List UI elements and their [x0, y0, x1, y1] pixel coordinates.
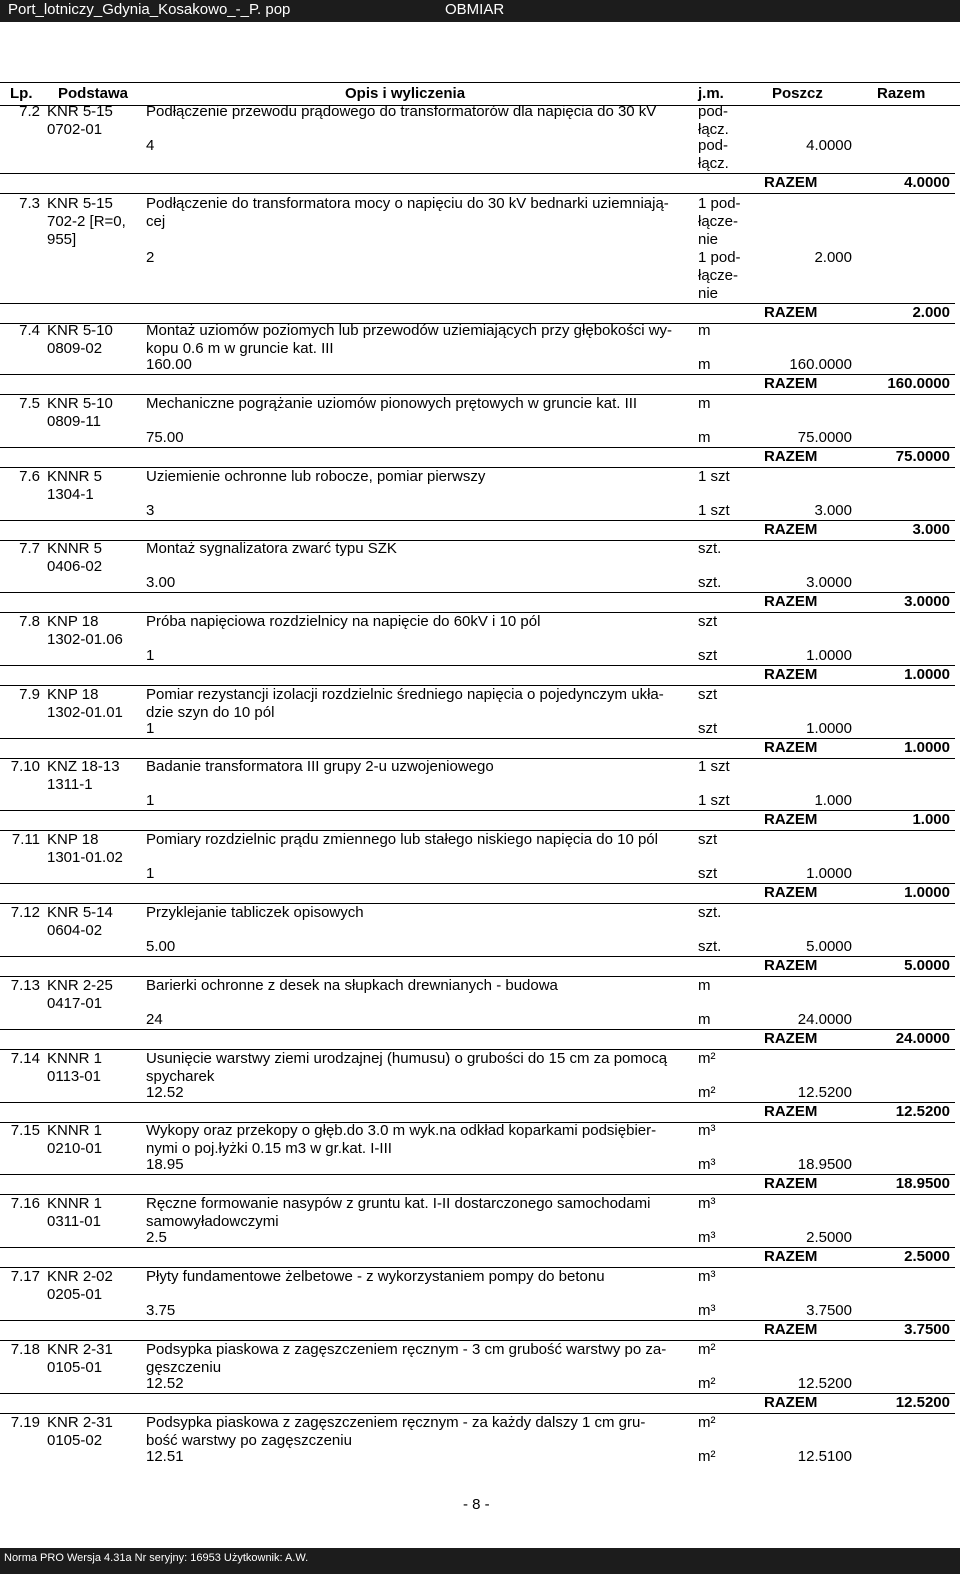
item-divider [0, 540, 955, 541]
item-lp: 7.2 [19, 103, 40, 120]
item-description: bość warstwy po zagęszczeniu [146, 1432, 352, 1449]
item-razem: 5.0000 [904, 957, 950, 974]
item-unit: 1 pod- [698, 195, 741, 212]
item-calculation: 3 [146, 502, 155, 519]
item-poszcz: 3.000 [814, 502, 852, 519]
item-calculation: 24 [146, 1011, 163, 1028]
item-podstawa: 0210-01 [47, 1140, 103, 1157]
razem-label: RAZEM [764, 304, 818, 321]
item-calculation: 12.52 [146, 1084, 184, 1101]
item-calc-unit: m [698, 1011, 711, 1028]
item-unit: m [698, 322, 711, 339]
item-razem: 24.0000 [895, 1030, 950, 1047]
item-description: Montaż uziomów poziomych lub przewodów uziemiających przy głębokości wy- [146, 322, 673, 339]
item-lp: 7.15 [10, 1122, 40, 1139]
item-divider [0, 903, 955, 904]
item-description: dzie szyn do 10 pól [146, 704, 275, 721]
item-description: kopu 0.6 m w gruncie kat. III [146, 340, 334, 357]
item-lp: 7.4 [19, 322, 40, 339]
item-lp: 7.9 [19, 686, 40, 703]
item-description: Podsypka piaskowa z zagęszczeniem ręcznym - za każdy dalszy 1 cm gru- [146, 1414, 646, 1431]
item-calc-unit: m³ [698, 1229, 716, 1246]
item-poszcz: 3.0000 [806, 574, 852, 591]
item-calc-unit: 1 szt [698, 502, 730, 519]
item-calc-unit: m³ [698, 1302, 716, 1319]
item-calc-unit: m² [698, 1084, 716, 1101]
item-description: Płyty fundamentowe żelbetowe - z wykorzystaniem pompy do betonu [146, 1268, 605, 1285]
item-podstawa: KNNR 1 [47, 1050, 103, 1067]
item-poszcz: 18.9500 [797, 1156, 852, 1173]
item-calc-unit: szt [698, 720, 718, 737]
item-podstawa: KNR 5-10 [47, 395, 113, 412]
header-jm: j.m. [698, 85, 724, 102]
item-podstawa: 1311-1 [47, 776, 93, 793]
item-lp: 7.17 [10, 1268, 40, 1285]
razem-label: RAZEM [764, 593, 818, 610]
item-description: gęszczeniu [146, 1359, 222, 1376]
razem-label: RAZEM [764, 957, 818, 974]
item-calculation: 1 [146, 720, 155, 737]
razem-label: RAZEM [764, 1248, 818, 1265]
header-poszcz: Poszcz [772, 85, 823, 102]
item-calculation: 1 [146, 647, 155, 664]
app-title-bar [0, 0, 960, 22]
item-poszcz: 1.0000 [806, 647, 852, 664]
razem-label: RAZEM [764, 174, 818, 191]
item-podstawa: KNR 5-10 [47, 322, 113, 339]
item-description: Badanie transformatora III grupy 2-u uzwojeniowego [146, 758, 494, 775]
item-razem: 1.0000 [904, 884, 950, 901]
item-lp: 7.18 [10, 1341, 40, 1358]
item-razem: 2.5000 [904, 1248, 950, 1265]
header-lp: Lp. [10, 85, 33, 102]
footer-bar [0, 1548, 960, 1574]
item-podstawa: KNNR 1 [47, 1195, 103, 1212]
item-lp: 7.5 [19, 395, 40, 412]
item-calc-unit: m [698, 429, 711, 446]
item-poszcz: 3.7500 [806, 1302, 852, 1319]
item-poszcz: 1.0000 [806, 720, 852, 737]
item-podstawa: KNZ 18-13 [47, 758, 120, 775]
item-calc-unit: pod- [698, 137, 729, 154]
item-podstawa: 955] [47, 231, 77, 248]
item-calculation: 75.00 [146, 429, 184, 446]
razem-label: RAZEM [764, 375, 818, 392]
item-unit: m [698, 395, 711, 412]
item-podstawa: 1301-01.02 [47, 849, 123, 866]
item-description: Uziemienie ochronne lub robocze, pomiar pierwszy [146, 468, 486, 485]
item-razem: 2.000 [912, 304, 950, 321]
item-poszcz: 12.5100 [797, 1448, 852, 1465]
item-poszcz: 24.0000 [797, 1011, 852, 1028]
item-calculation: 12.52 [146, 1375, 184, 1392]
item-unit: 1 szt [698, 758, 730, 775]
page-number: - 8 - [463, 1496, 490, 1513]
item-razem: 3.0000 [904, 593, 950, 610]
item-description: Podsypka piaskowa z zagęszczeniem ręcznym - 3 cm grubość warstwy po za- [146, 1341, 667, 1358]
item-razem: 12.5200 [895, 1394, 950, 1411]
item-unit: 1 szt [698, 468, 730, 485]
item-lp: 7.13 [10, 977, 40, 994]
item-lp: 7.6 [19, 468, 40, 485]
item-description: spycharek [146, 1068, 215, 1085]
item-lp: 7.14 [10, 1050, 40, 1067]
item-podstawa: KNP 18 [47, 831, 99, 848]
item-calculation: 160.00 [146, 356, 192, 373]
item-podstawa: 0113-01 [47, 1068, 101, 1085]
item-poszcz: 2.000 [814, 249, 852, 266]
item-description: Podłączenie przewodu prądowego do transformatorów dla napięcia do 30 kV [146, 103, 657, 120]
razem-label: RAZEM [764, 811, 818, 828]
item-podstawa: 1302-01.01 [47, 704, 123, 721]
item-poszcz: 4.0000 [806, 137, 852, 154]
item-description: Pomiary rozdzielnic prądu zmiennego lub stałego niskiego napięcia do 10 pól [146, 831, 658, 848]
item-podstawa: 0702-01 [47, 121, 103, 138]
razem-label: RAZEM [764, 1321, 818, 1338]
item-unit: szt [698, 686, 718, 703]
item-calculation: 4 [146, 137, 155, 154]
item-unit: łącz. [698, 121, 729, 138]
item-unit: szt [698, 613, 718, 630]
item-calculation: 5.00 [146, 938, 176, 955]
item-description: Podłączenie do transformatora mocy o napięciu do 30 kV bednarki uziemniają- [146, 195, 669, 212]
item-podstawa: KNNR 5 [47, 540, 103, 557]
item-podstawa: KNP 18 [47, 613, 99, 630]
item-poszcz: 1.000 [814, 792, 852, 809]
item-description: nymi o poj.łyżki 0.15 m3 w gr.kat. I-III [146, 1140, 392, 1157]
item-divider [0, 193, 955, 194]
item-podstawa: 702-2 [R=0, [47, 213, 126, 230]
item-calc-unit: szt [698, 865, 718, 882]
item-lp: 7.7 [19, 540, 40, 557]
item-description: Przyklejanie tabliczek opisowych [146, 904, 364, 921]
razem-label: RAZEM [764, 1030, 818, 1047]
item-poszcz: 5.0000 [806, 938, 852, 955]
item-razem: 1.000 [912, 811, 950, 828]
item-calculation: 2 [146, 249, 155, 266]
item-poszcz: 75.0000 [797, 429, 852, 446]
item-calc-unit: szt. [698, 574, 722, 591]
header-podstawa: Podstawa [58, 85, 129, 102]
item-podstawa: KNR 5-14 [47, 904, 113, 921]
item-podstawa: 0809-11 [47, 413, 101, 430]
item-calculation: 12.51 [146, 1448, 184, 1465]
item-unit: szt. [698, 904, 722, 921]
footer-text: Norma PRO Wersja 4.31a Nr seryjny: 16953 Użytkownik: A.W. [4, 1552, 309, 1564]
item-poszcz: 12.5200 [797, 1084, 852, 1101]
item-calc-unit: nie [698, 285, 719, 302]
razem-label: RAZEM [764, 739, 818, 756]
razem-label: RAZEM [764, 1175, 818, 1192]
item-razem: 75.0000 [895, 448, 950, 465]
item-razem: 3.7500 [904, 1321, 950, 1338]
item-poszcz: 12.5200 [797, 1375, 852, 1392]
item-podstawa: 1302-01.06 [47, 631, 123, 648]
item-calculation: 1 [146, 792, 155, 809]
item-podstawa: KNR 5-15 [47, 103, 113, 120]
item-unit: łącze- [698, 213, 739, 230]
item-description: Mechaniczne pogrążanie uziomów pionowych prętowych w gruncie kat. III [146, 395, 638, 412]
item-unit: pod- [698, 103, 729, 120]
item-podstawa: KNR 2-31 [47, 1414, 113, 1431]
item-podstawa: 0406-02 [47, 558, 103, 575]
item-lp: 7.3 [19, 195, 40, 212]
document-title: OBMIAR [445, 1, 505, 18]
item-description: Ręczne formowanie nasypów z gruntu kat. I-II dostarczonego samochodami [146, 1195, 651, 1212]
item-poszcz: 2.5000 [806, 1229, 852, 1246]
item-unit: m² [698, 1341, 716, 1358]
razem-label: RAZEM [764, 521, 818, 538]
item-podstawa: 0809-02 [47, 340, 103, 357]
item-poszcz: 1.0000 [806, 865, 852, 882]
item-razem: 18.9500 [895, 1175, 950, 1192]
item-podstawa: 0105-01 [47, 1359, 103, 1376]
item-calc-unit: szt [698, 647, 718, 664]
item-calculation: 1 [146, 865, 155, 882]
item-lp: 7.11 [11, 831, 40, 848]
item-razem: 160.0000 [887, 375, 950, 392]
item-razem: 1.0000 [904, 666, 950, 683]
item-calc-unit: 1 pod- [698, 249, 741, 266]
item-calc-unit: łącze- [698, 267, 739, 284]
item-calculation: 18.95 [146, 1156, 184, 1173]
item-razem: 12.5200 [895, 1103, 950, 1120]
item-calc-unit: szt. [698, 938, 722, 955]
razem-label: RAZEM [764, 1103, 818, 1120]
item-unit: m² [698, 1414, 716, 1431]
razem-label: RAZEM [764, 1394, 818, 1411]
item-description: cej [146, 213, 166, 230]
item-unit: m² [698, 1050, 716, 1067]
item-podstawa: 0105-02 [47, 1432, 103, 1449]
item-calc-unit: łącz. [698, 155, 729, 172]
item-podstawa: KNNR 1 [47, 1122, 103, 1139]
razem-label: RAZEM [764, 666, 818, 683]
item-calc-unit: m [698, 356, 711, 373]
razem-label: RAZEM [764, 448, 818, 465]
item-podstawa: 0311-01 [47, 1213, 101, 1230]
item-unit: m [698, 977, 711, 994]
item-description: samowyładowczymi [146, 1213, 279, 1230]
item-poszcz: 160.0000 [789, 356, 852, 373]
item-calculation: 3.75 [146, 1302, 176, 1319]
item-razem: 4.0000 [904, 174, 950, 191]
item-lp: 7.8 [19, 613, 40, 630]
item-lp: 7.16 [10, 1195, 40, 1212]
item-description: Usunięcie warstwy ziemi urodzajnej (humusu) o grubości do 15 cm za pomocą [146, 1050, 668, 1067]
item-unit: szt [698, 831, 718, 848]
item-description: Montaż sygnalizatora zwarć typu SZK [146, 540, 397, 557]
item-podstawa: 0417-01 [47, 995, 103, 1012]
item-podstawa: KNNR 5 [47, 468, 103, 485]
item-unit: szt. [698, 540, 722, 557]
item-razem: 1.0000 [904, 739, 950, 756]
item-podstawa: KNR 2-02 [47, 1268, 113, 1285]
item-unit: m³ [698, 1195, 716, 1212]
item-description: Pomiar rezystancji izolacji rozdzielnic średniego napięcia o pojedynczym ukła- [146, 686, 664, 703]
item-calculation: 3.00 [146, 574, 176, 591]
item-podstawa: KNP 18 [47, 686, 99, 703]
item-description: Wykopy oraz przekopy o głęb.do 3.0 m wyk.na odkład koparkami podsiębier- [146, 1122, 657, 1139]
item-description: Próba napięciowa rozdzielnicy na napięcie do 60kV i 10 pól [146, 613, 541, 630]
header-opis: Opis i wyliczenia [345, 85, 466, 102]
item-unit: m³ [698, 1122, 716, 1139]
item-description: Barierki ochronne z desek na słupkach drewnianych - budowa [146, 977, 558, 994]
item-calculation: 2.5 [146, 1229, 167, 1246]
file-name: Port_lotniczy_Gdynia_Kosakowo_-_P. pop [8, 1, 291, 18]
item-lp: 7.10 [10, 758, 40, 775]
razem-label: RAZEM [764, 884, 818, 901]
item-unit: m³ [698, 1268, 716, 1285]
item-razem: 3.000 [912, 521, 950, 538]
item-podstawa: 1304-1 [47, 486, 94, 503]
item-calc-unit: m³ [698, 1156, 716, 1173]
item-unit: nie [698, 231, 719, 248]
item-podstawa: KNR 2-31 [47, 1341, 113, 1358]
item-lp: 7.19 [10, 1414, 40, 1431]
item-calc-unit: m² [698, 1375, 716, 1392]
header-razem: Razem [877, 85, 926, 102]
item-lp: 7.12 [10, 904, 40, 921]
item-podstawa: 0604-02 [47, 922, 103, 939]
item-calc-unit: m² [698, 1448, 716, 1465]
item-calc-unit: 1 szt [698, 792, 730, 809]
item-podstawa: 0205-01 [47, 1286, 103, 1303]
item-podstawa: KNR 5-15 [47, 195, 113, 212]
item-podstawa: KNR 2-25 [47, 977, 113, 994]
